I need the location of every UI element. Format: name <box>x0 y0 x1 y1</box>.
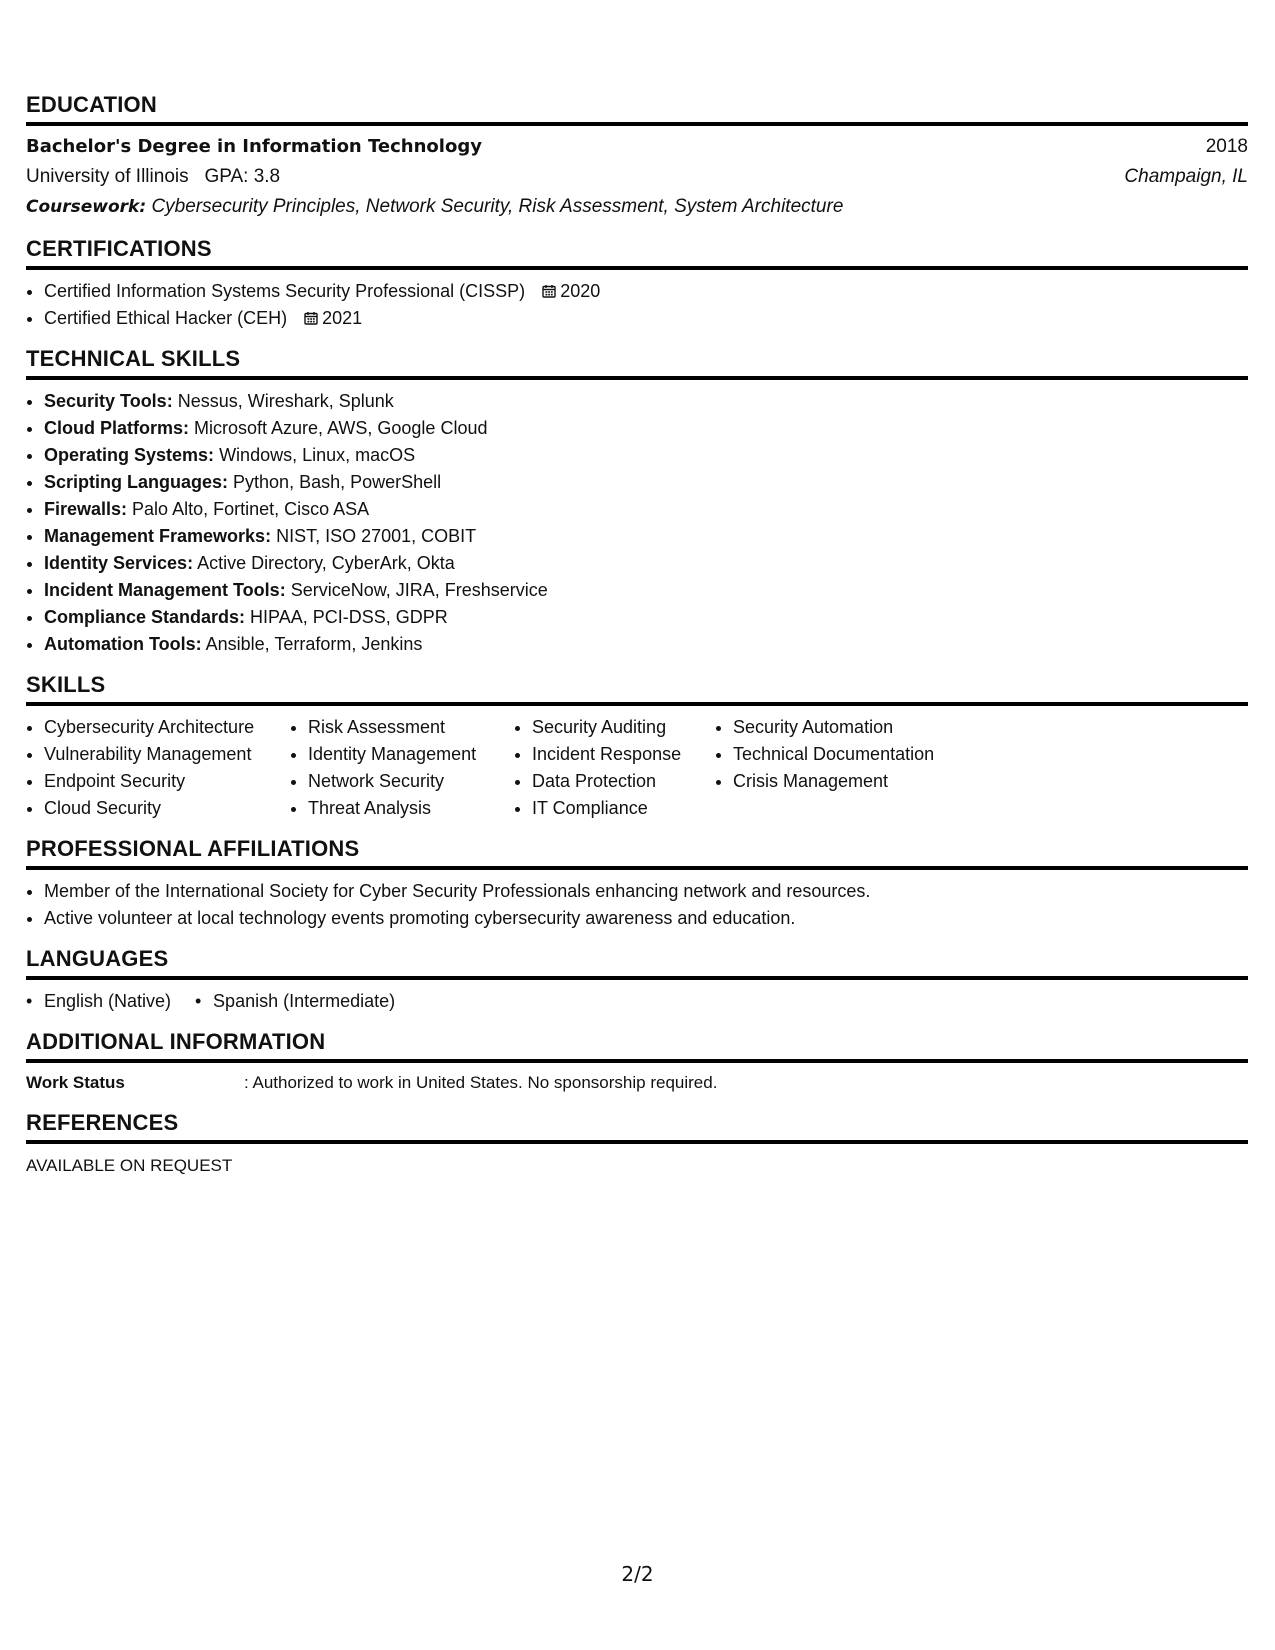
technical-skill-label: Scripting Languages: <box>44 472 229 492</box>
technical-skill-value: Python, Bash, PowerShell <box>228 472 442 492</box>
technical-skill-label: Incident Management Tools: <box>44 580 286 600</box>
languages-section <box>26 946 1248 1029</box>
work-status-value: : Authorized to work in United States. No sponsorship required. <box>244 1073 718 1092</box>
work-status-label: Work Status <box>26 1073 125 1092</box>
certification-item <box>44 305 1248 332</box>
certifications-list <box>26 278 1248 332</box>
technical-skills-section <box>26 346 1248 672</box>
technical-skill-item <box>44 442 1248 469</box>
calendar-icon <box>304 311 318 325</box>
section-title-references: REFERENCES <box>26 1110 1248 1144</box>
certification-year: 2020 <box>560 281 601 301</box>
languages-list <box>26 988 1248 1015</box>
skill-item: • Cloud Security <box>44 795 290 822</box>
technical-skill-item <box>44 388 1248 415</box>
technical-skill-value: Nessus, Wireshark, Splunk <box>172 391 394 411</box>
skills-column <box>715 714 963 822</box>
skill-item: • Endpoint Security <box>44 768 290 795</box>
certification-name: Certified Information Systems Security Professional (CISSP) <box>44 281 526 301</box>
skills-column <box>290 714 514 822</box>
skill-item: • Network Security <box>308 768 514 795</box>
work-status-row <box>26 1069 1248 1096</box>
language-item: • English (Native) <box>26 988 171 1015</box>
skill-item: • Identity Management <box>308 741 514 768</box>
skills-column <box>26 714 290 822</box>
affiliation-item: • Member of the International Society for Cyber Security Professionals enhancing network and resources. <box>44 878 1248 905</box>
references-section <box>26 1110 1248 1193</box>
technical-skill-label: Compliance Standards: <box>44 607 246 627</box>
skills-column <box>514 714 715 822</box>
technical-skill-value: ServiceNow, JIRA, Freshservice <box>285 580 548 600</box>
skill-item: • Threat Analysis <box>308 795 514 822</box>
education-school-gpa: University of Illinois GPA: 3.8 <box>26 166 281 187</box>
technical-skill-item <box>44 577 1248 604</box>
technical-skill-value: Ansible, Terraform, Jenkins <box>201 634 423 654</box>
coursework-label: Coursework: <box>26 197 147 217</box>
resume-page <box>26 92 1248 1193</box>
affiliations-list <box>26 878 1248 932</box>
technical-skill-item <box>44 604 1248 631</box>
skill-item: • Incident Response <box>532 741 715 768</box>
technical-skill-item <box>44 550 1248 577</box>
skill-item: • IT Compliance <box>532 795 715 822</box>
skill-item: • Cybersecurity Architecture <box>44 714 290 741</box>
section-title-education: EDUCATION <box>26 92 1248 126</box>
technical-skills-list <box>26 388 1248 658</box>
technical-skill-item <box>44 631 1248 658</box>
coursework-list: Cybersecurity Principles, Network Security, Risk Assessment, System Architecture <box>146 196 844 217</box>
affiliations-section <box>26 836 1248 946</box>
skill-item: • Crisis Management <box>733 768 963 795</box>
technical-skill-value: Palo Alto, Fortinet, Cisco ASA <box>127 499 370 519</box>
skill-item: • Data Protection <box>532 768 715 795</box>
education-year: 2018 <box>1205 136 1248 157</box>
certification-name: Certified Ethical Hacker (CEH) <box>44 308 288 328</box>
technical-skill-item <box>44 469 1248 496</box>
certification-year: 2021 <box>322 308 363 328</box>
skill-item: • Risk Assessment <box>308 714 514 741</box>
technical-skill-value: Active Directory, CyberArk, Okta <box>193 553 455 573</box>
skill-item: • Security Automation <box>733 714 963 741</box>
technical-skill-value: NIST, ISO 27001, COBIT <box>271 526 477 546</box>
technical-skill-label: Operating Systems: <box>44 445 215 465</box>
affiliation-item: • Active volunteer at local technology events promoting cybersecurity awareness and education. <box>44 905 1248 932</box>
language-item: • Spanish (Intermediate) <box>195 988 395 1015</box>
section-title-languages: LANGUAGES <box>26 946 1248 980</box>
skills-grid <box>26 714 1248 822</box>
technical-skill-label: Cloud Platforms: <box>44 418 190 438</box>
section-title-affiliations: PROFESSIONAL AFFILIATIONS <box>26 836 1248 870</box>
technical-skill-item <box>44 523 1248 550</box>
technical-skill-item <box>44 496 1248 523</box>
technical-skill-label: Automation Tools: <box>44 634 202 654</box>
technical-skill-label: Identity Services: <box>44 553 194 573</box>
technical-skill-label: Firewalls: <box>44 499 128 519</box>
technical-skill-value: Windows, Linux, macOS <box>214 445 416 465</box>
skills-section <box>26 672 1248 836</box>
education-location: Champaign, IL <box>1124 166 1248 187</box>
additional-info-section <box>26 1029 1248 1110</box>
education-coursework <box>26 192 1248 222</box>
section-title-skills: SKILLS <box>26 672 1248 706</box>
references-text: AVAILABLE ON REQUEST <box>26 1156 233 1175</box>
technical-skill-value: HIPAA, PCI-DSS, GDPR <box>245 607 448 627</box>
skill-item: • Security Auditing <box>532 714 715 741</box>
technical-skill-value: Microsoft Azure, AWS, Google Cloud <box>189 418 488 438</box>
calendar-icon <box>542 284 556 298</box>
section-title-additional-info: ADDITIONAL INFORMATION <box>26 1029 1248 1063</box>
technical-skill-label: Security Tools: <box>44 391 173 411</box>
page-number: 2/2 <box>621 1562 654 1586</box>
certifications-section <box>26 236 1248 346</box>
education-degree: Bachelor's Degree in Information Technology <box>26 136 482 157</box>
skill-item: • Vulnerability Management <box>44 741 290 768</box>
education-section <box>26 92 1248 236</box>
technical-skill-label: Management Frameworks: <box>44 526 272 546</box>
section-title-certifications: CERTIFICATIONS <box>26 236 1248 270</box>
technical-skill-item <box>44 415 1248 442</box>
skill-item: • Technical Documentation <box>733 741 963 768</box>
certification-item <box>44 278 1248 305</box>
section-title-technical-skills: TECHNICAL SKILLS <box>26 346 1248 380</box>
